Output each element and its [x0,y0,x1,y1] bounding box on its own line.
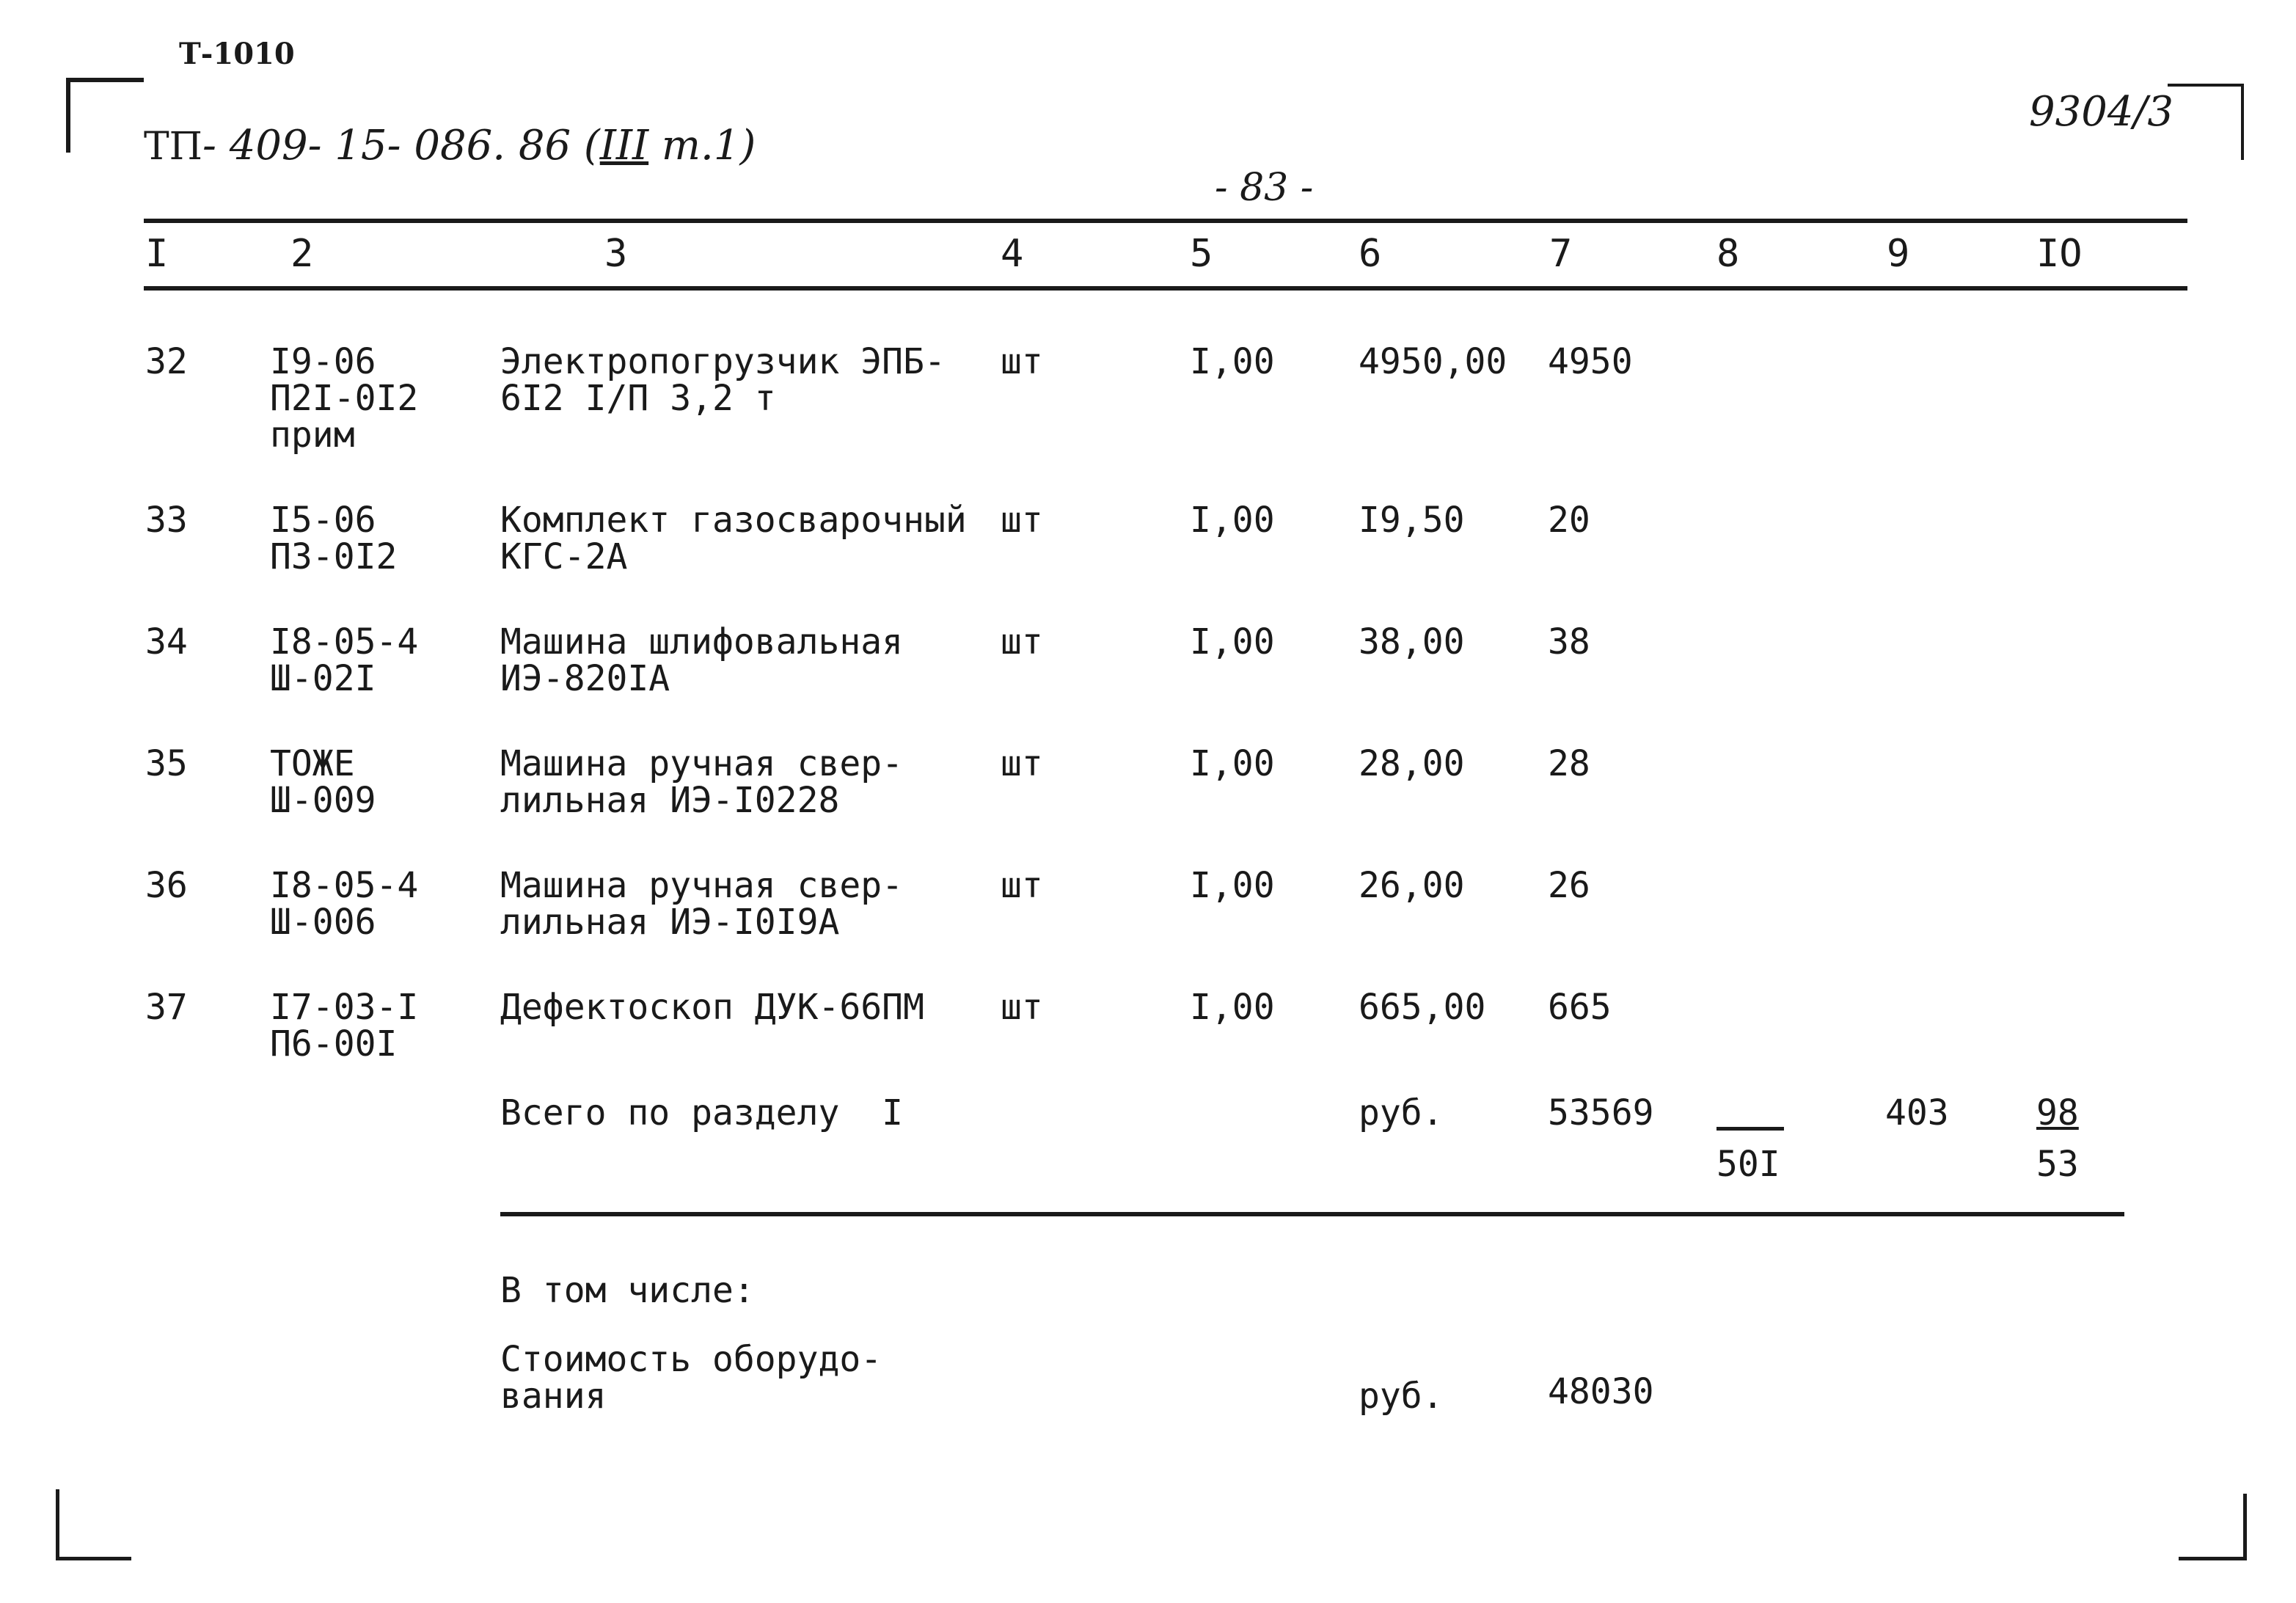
item-name [500,621,904,699]
col8-fraction-bar [1716,1127,1784,1131]
total-cost: 665 [1548,987,1612,1028]
column-header-8: 8 [1716,232,1740,276]
item-name-line: ИЭ-820IА [500,658,670,699]
item-name-line: лильная ИЭ-I0228 [500,780,840,821]
item-name-line: Машина ручная свер- [500,743,904,784]
header-rule-bottom [144,286,2187,291]
item-name-line: Комплект газосварочный [500,500,967,541]
price-code-line: Ш-009 [270,780,376,821]
section-total-label: Всего по разделу I [500,1092,904,1133]
price-code-line: Ш-006 [270,902,376,943]
quantity: I,00 [1190,865,1275,906]
sheet-number: 9304/3 [2029,88,2174,136]
quantity: I,00 [1190,743,1275,784]
unit: шт [1001,865,1043,906]
price-code-line: П2I-0I2 [270,378,419,419]
total-cost: 26 [1548,865,1590,906]
item-name [500,502,967,575]
corner-mark-bottom-left [56,1489,131,1560]
column-header-2: 2 [290,232,314,276]
equipment-cost-label [500,1339,882,1417]
unit: шт [1001,341,1043,382]
unit-price: 28,00 [1359,743,1465,784]
item-name [500,867,903,941]
section-total-col10-bottom: 53 [2036,1144,2079,1185]
row-number: 36 [145,865,188,906]
header-rule-top [144,219,2187,223]
price-code-line: П3-0I2 [270,536,398,577]
column-header-1: I [145,232,169,276]
unit-price: 26,00 [1359,865,1465,906]
corner-mark-bottom-right [2179,1494,2247,1560]
price-code-line: П6-00I [270,1023,398,1065]
item-name-line: Дефектоскоп ДУК-66ПМ [500,987,924,1028]
unit: шт [1001,621,1043,662]
quantity: I,00 [1190,621,1275,662]
column-header-5: 5 [1190,232,1213,276]
column-header-6: 6 [1359,232,1382,276]
row-number: 37 [145,987,188,1028]
item-name-line: Машина ручная свер- [500,865,904,906]
price-code [270,621,419,699]
column-header-10: IO [2036,232,2083,276]
unit: шт [1001,743,1043,784]
price-code [270,867,418,941]
price-code [270,745,376,819]
unit: шт [1001,500,1043,541]
corner-mark-top-right [2168,84,2244,160]
price-code-line: I7-03-I [270,987,419,1028]
page-number: - 83 - [1215,166,1314,210]
item-name-line: лильная ИЭ-I0I9А [500,902,840,943]
price-code-line: ТОЖЕ [270,743,355,784]
column-header-4: 4 [1001,232,1024,276]
project-prefix: ТП [144,125,203,169]
item-name-line: Электропогрузчик ЭПБ- [500,341,946,382]
total-cost: 20 [1548,500,1590,541]
equipment-cost-label-line: вания [500,1376,607,1417]
section-total-cost: 53569 [1548,1092,1654,1133]
row-number: 35 [145,743,188,784]
unit-price: I9,50 [1359,500,1465,541]
price-code-line: Ш-02I [270,658,376,699]
price-code-line: I5-06 [270,500,376,541]
item-name [500,745,903,819]
project-number: - 409- 15- 086. 86 ( [202,122,600,169]
equipment-cost-unit: руб. [1359,1376,1444,1417]
section-total-col10-top: 98 [2036,1092,2079,1133]
column-header-9: 9 [1887,232,1910,276]
quantity: I,00 [1190,500,1275,541]
equipment-cost-label-line: Стоимость оборудо- [500,1339,882,1380]
price-code [270,987,419,1065]
item-name [500,343,946,417]
unit: шт [1001,987,1043,1028]
section-total-col8: 50I [1716,1144,1780,1185]
total-cost: 28 [1548,743,1590,784]
unit-price: 665,00 [1359,987,1486,1028]
column-header-3: 3 [604,232,628,276]
unit-price: 4950,00 [1359,341,1507,382]
project-volume: III [599,122,649,169]
row-number: 33 [145,500,188,541]
price-code-line: I9-06 [270,341,376,382]
price-code-line: прим [270,415,355,456]
item-name [500,989,924,1026]
corner-mark-top-left [66,78,144,153]
price-code [270,341,419,456]
row-number: 32 [145,341,188,382]
row-number: 34 [145,621,188,662]
project-designation [144,122,756,169]
price-code-line: I8-05-4 [270,621,419,662]
item-name-line: КГС-2А [500,536,628,577]
quantity: I,00 [1190,341,1275,382]
total-cost: 38 [1548,621,1590,662]
price-code [270,502,397,575]
equipment-cost-total: 48030 [1548,1371,1654,1412]
item-name-line: 6I2 I/П 3,2 т [500,378,776,419]
section-total-col9: 403 [1885,1092,1949,1133]
document-code: Т-1010 [179,37,295,71]
including-label: В том числе: [500,1270,755,1311]
column-header-7: 7 [1549,232,1573,276]
quantity: I,00 [1190,987,1275,1028]
project-suffix: т.1) [648,122,756,169]
section-total-unit: руб. [1359,1092,1444,1133]
section-divider [500,1212,2124,1216]
total-cost: 4950 [1548,341,1633,382]
unit-price: 38,00 [1359,621,1465,662]
price-code-line: I8-05-4 [270,865,419,906]
item-name-line: Машина шлифовальная [500,621,904,662]
